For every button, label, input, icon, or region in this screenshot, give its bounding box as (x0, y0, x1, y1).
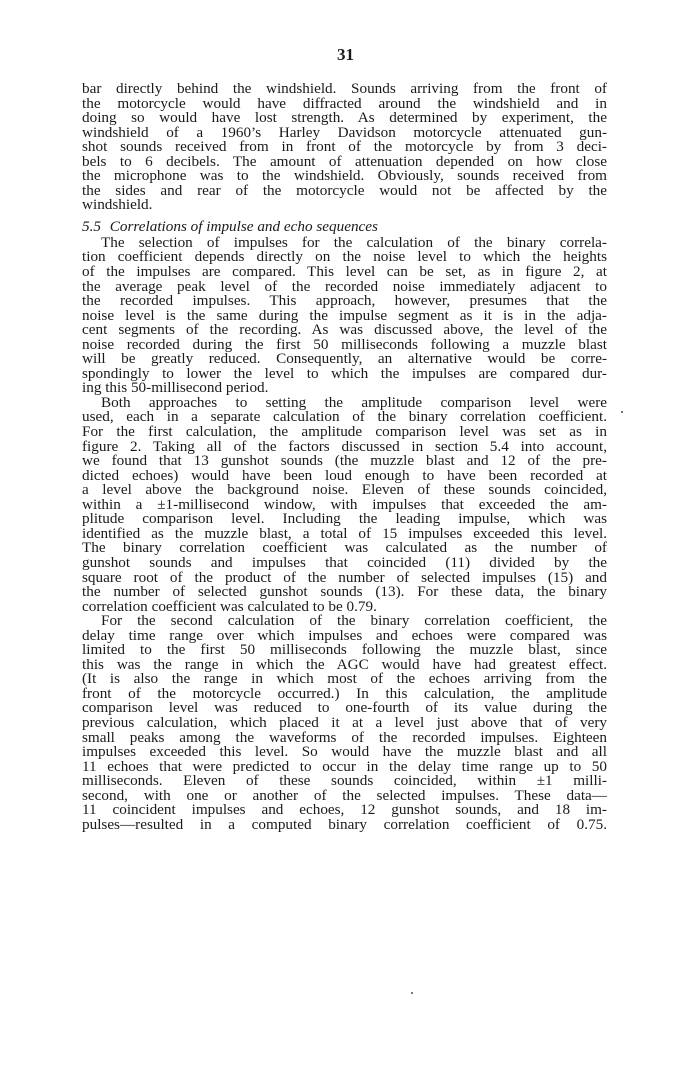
text-line: this was the range in which the AGC would have had greatest effect. (82, 655, 607, 673)
text-line: spondingly to lower the level to which the impulses are compared dur- (82, 364, 607, 382)
text-line: bels to 6 decibels. The amount of attenuation depended on how close (82, 152, 607, 170)
text-line: The binary correlation coefficient was calculated as the number of (82, 539, 607, 557)
text-line: correlation coefficient was calculated to be 0.79. (82, 597, 377, 615)
scan-speck (411, 992, 413, 994)
text-line: delay time range over which impulses and echoes were compared was (82, 626, 607, 644)
text-line: the recorded impulses. This approach, however, presumes that the (82, 292, 607, 310)
text-line: square root of the product of the number of selected impulses (15) and (82, 568, 607, 586)
text-line: the microphone was to the windshield. Obviously, sounds received from (82, 167, 607, 185)
text-line: The selection of impulses for the calculation of the binary correla- (101, 233, 607, 251)
text-line: ing this 50-millisecond period. (82, 379, 269, 397)
scan-speck (621, 411, 623, 413)
text-line: impulses exceeded this level. So would have the muzzle blast and all (82, 743, 607, 761)
text-line: (It is also the range in which most of the echoes arriving from the (82, 670, 607, 688)
text-line: windshield. (82, 196, 153, 214)
text-line: For the second calculation of the binary correlation coefficient, the (101, 612, 607, 630)
text-line: the average peak level of the recorded noise immediately adjacent to (82, 277, 607, 295)
section-number: 5.5 (82, 217, 101, 235)
text-line: doing so would have lost strength. As determined by experiment, the (82, 109, 607, 127)
text-line: gunshot sounds and impulses that coincided (11) divided by the (82, 553, 607, 571)
text-line: noise recorded during the first 50 milliseconds following a muzzle blast (82, 335, 607, 353)
text-line: milliseconds. Eleven of these sounds coincided, within ±1 milli- (82, 772, 607, 790)
page-number: 31 (337, 45, 354, 64)
text-line: noise level is the same during the impulse segment as it is in the adja- (82, 306, 607, 324)
text-line: the sides and rear of the motorcycle would not be affected by the (82, 181, 607, 199)
paragraph-1 (82, 233, 607, 397)
text-line: comparison level was reduced to one-fourth of its value during the (82, 699, 607, 717)
text-line: bar directly behind the windshield. Sounds arriving from the front of (82, 80, 607, 97)
text-line: limited to the first 50 milliseconds following the muzzle blast, since (82, 641, 607, 659)
text-line: shot sounds received from in front of the motorcycle by from 3 deci- (82, 138, 607, 156)
text-line: Both approaches to setting the amplitude comparison level were (101, 393, 607, 411)
text-line: pulses—resulted in a computed binary correlation coefficient of 0.75. (82, 815, 607, 833)
text-line: a level above the background noise. Eleven of these sounds coincided, (82, 481, 607, 499)
text-line: For the first calculation, the amplitude comparison level was set as in (82, 423, 607, 441)
text-line: dicted echoes) would have been loud enough to have been recorded at (82, 466, 607, 484)
text-line: second, with one or another of the selected impulses. These data— (82, 786, 607, 804)
text-line: windshield of a 1960’s Harley Davidson motorcycle attenuated gun- (82, 123, 607, 141)
text-line: used, each in a separate calculation of the binary correlation coefficient. (82, 408, 607, 426)
body-text (82, 82, 607, 832)
text-line: small peaks among the waveforms of the recorded impulses. Eighteen (82, 728, 607, 746)
section-title: Correlations of impulse and echo sequences (109, 217, 378, 235)
text-line: we found that 13 gunshot sounds (the muzzle blast and 12 of the pre- (82, 452, 607, 470)
text-line: figure 2. Taking all of the factors discussed in section 5.4 into account, (82, 437, 607, 455)
text-line: plitude comparison level. Including the leading impulse, which was (82, 510, 607, 528)
paragraph-3 (82, 614, 607, 832)
text-line: within a ±1-millisecond window, with impulses that exceeded the am- (82, 495, 607, 513)
text-line: of the impulses are compared. This level can be set, as in figure 2, at (82, 263, 607, 281)
text-line: 11 coincident impulses and echoes, 12 gunshot sounds, and 18 im- (82, 801, 607, 819)
text-line: the motorcycle would have diffracted around the windshield and in (82, 94, 607, 112)
text-line: the number of selected gunshot sounds (13). For these data, the binary (82, 583, 607, 601)
continuation-paragraph (82, 82, 607, 213)
text-line: identified as the muzzle blast, a total of 15 impulses exceeded this level. (82, 524, 607, 542)
text-line: tion coefficient depends directly on the noise level to which the heights (82, 248, 607, 266)
text-line: cent segments of the recording. As was discussed above, the level of the (82, 321, 607, 339)
paragraph-2 (82, 393, 607, 615)
text-line: will be greatly reduced. Consequently, an alternative would be corre- (82, 350, 607, 368)
text-line: 11 echoes that were predicted to occur in the delay time range up to 50 (82, 757, 607, 775)
text-line: front of the motorcycle occurred.) In this calculation, the amplitude (82, 684, 607, 702)
text-line: previous calculation, which placed it at a level just above that of very (82, 713, 607, 731)
